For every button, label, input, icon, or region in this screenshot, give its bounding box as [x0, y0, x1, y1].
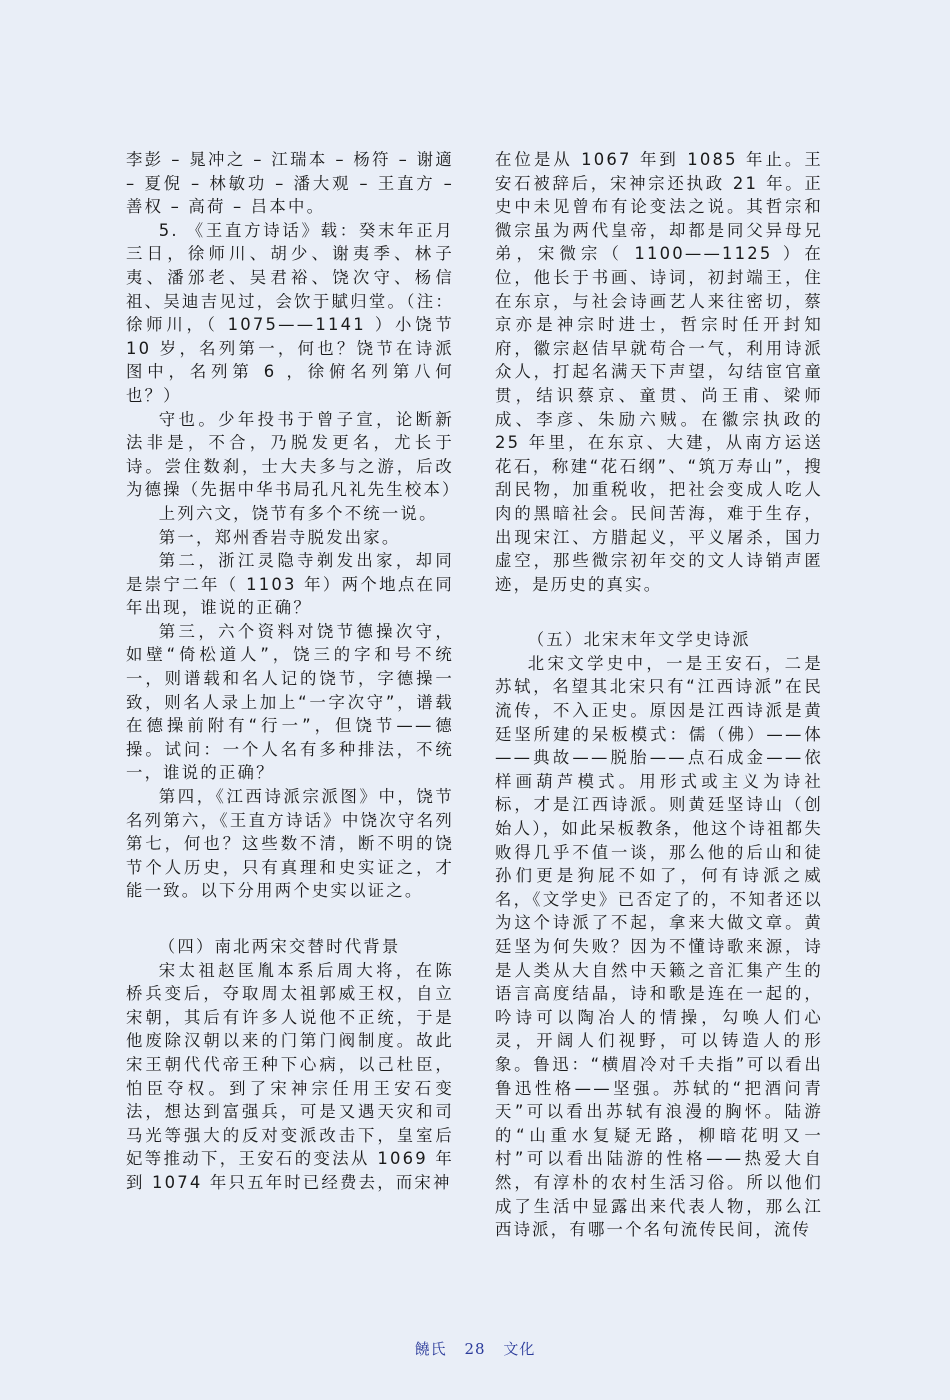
paragraph: 第二，浙江灵隐寺剃发出家，却同是崇宁二年（ 1103 年）两个地点在同年出现，谁说的正确？	[126, 551, 454, 618]
paragraph: 第四，《江西诗派宗派图》中，饶节名列第六，《王直方诗话》中饶次守名列第七，何也？这些数不清，断不明的饶节个人历史，只有真理和史实证之，才能一致。以下分用两个史实以证之。	[126, 787, 454, 901]
paragraph: 5. 《王直方诗话》载：癸末年正月三日，徐师川、胡少、谢夷季、林子夷、潘邠老、吴君裕、饶次守、杨信祖、吴迪吉见过，会饮于賦归堂。（注：徐师川，（ 1075——1141 ）小饶节 10 岁，名列第一，何也？饶节在诗派图中，名列第 6 ，徐俯名列第八何也？）	[126, 220, 454, 405]
paragraph: 守也。少年投书于曾子宣，论断新法非是，不合，乃脱发更名，尤长于诗。尝住数刹，士大夫多与之游，后改为德操（先据中华书局孔凡礼先生校本）	[126, 409, 461, 500]
paragraph: 第三，六个资料对饶节德操次守，如壁“倚松道人”，饶三的字和号不统一，则谱载和名人记的饶节，字德操一致，则名人录上加上“一字次守”，谱载在德操前附有“行一”，但饶节——德操。试问：一个人名有多种排法，不统一，谁说的正确？	[126, 621, 454, 783]
section-heading: （五）北宋末年文学史诗派	[527, 630, 751, 650]
page-footer	[0, 1338, 950, 1359]
footer-right: 文化	[503, 1340, 536, 1358]
paragraph: 宋太祖赵匡胤本系后周大将，在陈桥兵变后，夺取周太祖郭威王权，自立宋朝，其后有许多人说他不正统，于是他废除汉朝以来的门第门阀制度。故此宋王朝代代帝王种下心病，以己杜臣，怕臣夺权。到了宋神宗任用王安石变法，想达到富强兵，可是又遇天灾和司马光等强大的反对变派改击下，皇室后妃等推动下，王安石的变法从 1069 年到 1074 年只五年时已经费去，而宋神	[126, 960, 454, 1192]
right-column	[495, 148, 823, 1242]
paragraph: 第一，郑州香岩寺脱发出家。	[158, 527, 401, 547]
paragraph: 在位是从 1067 年到 1085 年止。王安石被辞后，宋神宗还执政 21 年。正史中未见曾布有论变法之说。其哲宗和微宗虽为两代皇帝，却都是同父异母兄弟，宋微宗（ 1100——1125 ）在位，他长于书画、诗词，初封端王，住在东京，与社会诗画艺人来往密切，蔡京亦是神宗时进士，哲宗时任开封知府，徽宗赵佶早就苟合一气，利用诗派众人，打起名满天下声望，勾结宦官童贯，结识蔡京、童贯、尚王甫、梁师成、李彦、朱励六贼。在徽宗执政的 25 年里，在东京、大建，从南方运送花石，称建“花石纲”、“筑万寿山”，搜刮民物，加重税收，把社会变成人吃人肉的黑暗社会。民间苦海，难于生存，出现宋江、方腊起义，平义屠杀，国力虚空，那些微宗初年交的文人诗销声匿迹，是历史的真实。	[495, 150, 823, 594]
paragraph: 北宋文学史中，一是王安石，二是苏轼，名望其北宋只有“江西诗派”在民流传，不入正史。原因是江西诗派是黄廷坚所建的呆板模式：儒（佛）——体——典故——脱胎——点石成金——依样画葫芦模式。用形式或主义为诗社标，才是江西诗派。则黄廷坚诗山（创始人），如此呆板教条，他这个诗祖都失败得几乎不值一谈，那么他的后山和徒孙们更是狗屁不如了，何有诗派之威名，《文学史》已否定了的，不知者还以为这个诗派了不起，拿来大做文章。黄廷坚为何失败？因为不懂诗歌来源，诗是人类从大自然中天籁之音汇集产生的语言高度结晶，诗和歌是连在一起的，吟诗可以陶冶人的情操，勾唤人们心灵，开阔人们视野，可以铸造人的形象。鲁迅：“横眉冷对千夫指”可以看出鲁迅性格——坚强。苏轼的“把酒问青天”可以看出苏轼有浪漫的胸怀。陆游的“山重水复疑无路，柳暗花明又一村”可以看出陆游的性格——热爱大自然，有淳朴的农村生活习俗。所以他们成了生活中显露出来代表人物，那么江西诗派，有哪一个名句流传民间，流传	[495, 653, 823, 1240]
section-heading: （四）南北两宋交替时代背景	[158, 937, 401, 956]
left-column	[126, 148, 461, 1195]
footer-left: 饒氏	[414, 1340, 447, 1358]
paragraph: 李彭 – 晁冲之 – 江瑞本 – 杨符 – 谢適 – 夏倪 – 林敏功 – 潘大观 – 王直方 – 善权 – 高荷 – 吕本中。	[126, 150, 454, 217]
paragraph: 上列六文，饶节有多个不统一说。	[158, 503, 438, 523]
page-number: 28	[464, 1340, 486, 1358]
